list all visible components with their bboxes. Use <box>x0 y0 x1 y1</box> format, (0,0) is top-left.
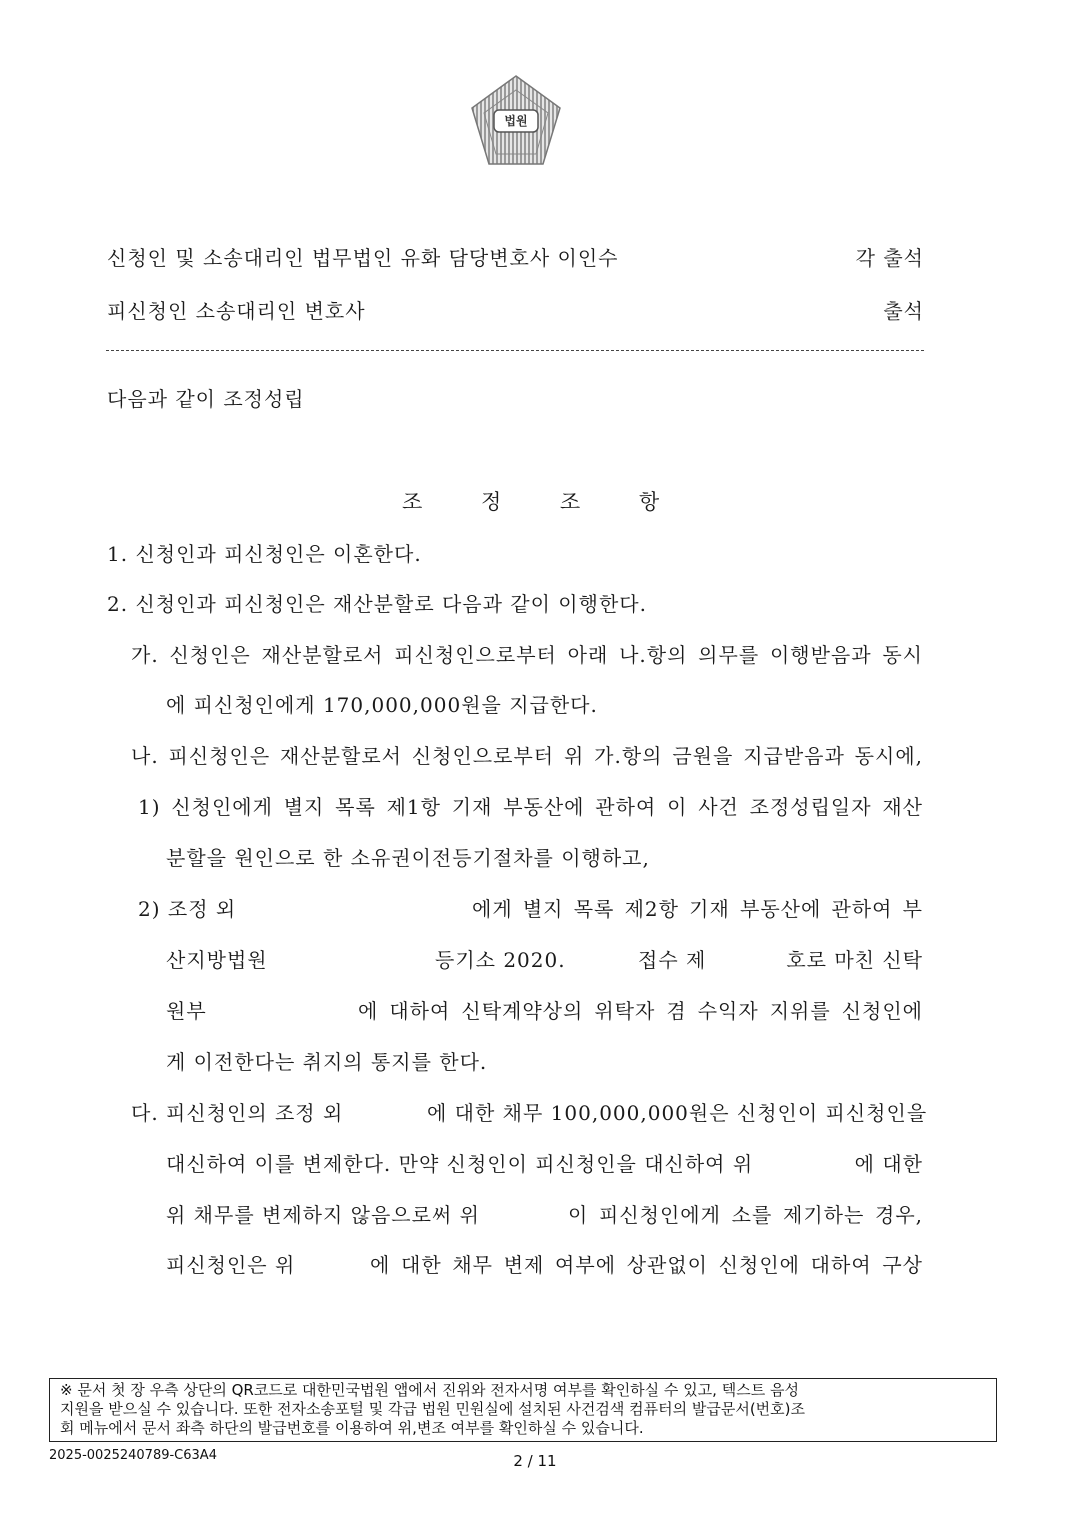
court-seal <box>468 72 564 172</box>
clause-da-line-1b: 에 대한 채무 100,000,000원은 신청인이 피신청인을 <box>427 1101 928 1125</box>
section-title: 조 정 조 항 <box>402 490 686 514</box>
attendance-line-1: 신청인 및 소송대리인 법무법인 유화 담당변호사 이인수 <box>107 246 619 270</box>
seal-label: 법원 <box>504 114 528 128</box>
clause-na-2-line-2b: 등기소 2020. <box>435 948 566 972</box>
clause-na-2-line-4: 게 이전한다는 취지의 통지를 한다. <box>166 1050 488 1074</box>
clause-na-2-line-3b: 에 대하여 신탁계약상의 위탁자 겸 수익자 지위를 신청인에 <box>358 999 923 1023</box>
notice-line-2: 지원을 받으실 수 있습니다. 또한 전자소송포털 및 각급 법원 민원실에 설치된 사건검색 컴퓨터의 발급문서(번호)조 <box>60 1400 806 1418</box>
clause-na-2-line-3a: 원부 <box>166 999 207 1023</box>
clause-na-1-line-2: 분할을 원인으로 한 소유권이전등기절차를 이행하고, <box>166 846 650 870</box>
clause-na-line-1: 나. 피신청인은 재산분할로서 신청인으로부터 위 가.항의 금원을 지급받음과 동시에, <box>131 744 923 768</box>
clause-da-line-2b: 에 대한 <box>854 1152 923 1176</box>
dashed-divider <box>106 350 924 351</box>
attendance-line-2: 피신청인 소송대리인 변호사 <box>107 299 366 323</box>
clause-na-2-line-1b: 에게 별지 목록 제2항 기재 부동산에 관하여 부 <box>472 897 923 921</box>
page-number: 2 / 11 <box>513 1452 557 1470</box>
settlement-result: 다음과 같이 조정성립 <box>107 387 305 411</box>
clause-da-line-1a: 다. 피신청인의 조정 외 <box>131 1101 344 1125</box>
clause-da-line-2a: 대신하여 이를 변제한다. 만약 신청인이 피신청인을 대신하여 위 <box>166 1152 754 1176</box>
clause-da-line-4a: 피신청인은 위 <box>166 1253 296 1277</box>
notice-line-1: ※ 문서 첫 장 우측 상단의 QR코드로 대한민국법원 앱에서 진위와 전자서명 여부를 확인하실 수 있고, 텍스트 음성 <box>60 1381 799 1399</box>
clause-da-line-4b: 에 대한 채무 변제 여부에 상관없이 신청인에 대하여 구상 <box>370 1253 923 1277</box>
clause-ga-line-2: 에 피신청인에게 170,000,000원을 지급한다. <box>166 693 598 717</box>
attendance-status-1: 각 출석 <box>855 246 924 270</box>
clause-na-2-line-2c: 접수 제 <box>638 948 707 972</box>
clause-na-2-line-1a: 2) 조정 외 <box>138 897 237 921</box>
clause-da-line-3b: 이 피신청인에게 소를 제기하는 경우, <box>568 1203 923 1227</box>
clause-da-line-3a: 위 채무를 변제하지 않음으로써 위 <box>166 1203 480 1227</box>
verification-notice <box>49 1378 997 1442</box>
clause-na-1-line-1: 1) 신청인에게 별지 목록 제1항 기재 부동산에 관하여 이 사건 조정성립일자 재산 <box>138 795 923 819</box>
clause-1: 1. 신청인과 피신청인은 이혼한다. <box>107 542 422 566</box>
clause-na-2-line-2d: 호로 마친 신탁 <box>786 948 923 972</box>
issue-number: 2025-0025240789-C63A4 <box>49 1448 217 1463</box>
notice-line-3: 회 메뉴에서 문서 좌측 하단의 발급번호를 이용하여 위,변조 여부를 확인하실 수 있습니다. <box>60 1419 644 1437</box>
clause-ga-line-1: 가. 신청인은 재산분할로서 피신청인으로부터 아래 나.항의 의무를 이행받음과 동시 <box>131 643 923 667</box>
clause-na-2-line-2a: 산지방법원 <box>166 948 268 972</box>
attendance-status-2: 출석 <box>883 299 924 323</box>
clause-2: 2. 신청인과 피신청인은 재산분할로 다음과 같이 이행한다. <box>107 592 647 616</box>
